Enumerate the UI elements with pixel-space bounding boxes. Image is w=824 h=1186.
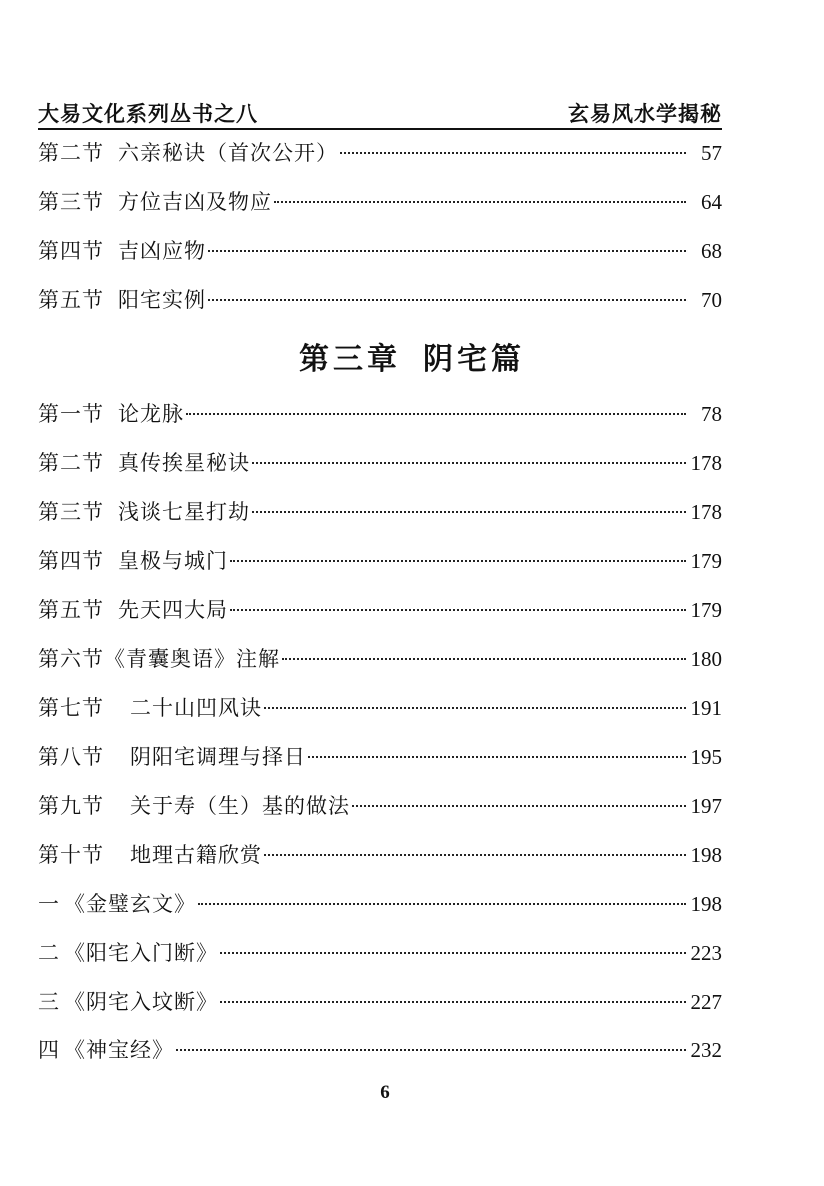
toc-section: 第三节 xyxy=(38,190,104,214)
toc-page-number: 64 xyxy=(701,190,722,214)
dot-leader xyxy=(352,804,686,807)
toc-page-number: 180 xyxy=(690,647,722,671)
dot-leader xyxy=(252,510,686,513)
toc-entry[interactable] xyxy=(38,235,722,269)
toc-section: 第七节 xyxy=(38,696,104,720)
toc-page-number: 178 xyxy=(690,451,722,475)
toc-section: 四 xyxy=(38,1038,60,1062)
dot-leader xyxy=(274,200,686,203)
toc-section: 第八节 xyxy=(38,745,104,769)
toc-title: 关于寿（生）基的做法 xyxy=(130,794,350,818)
toc-title: 方位吉凶及物应 xyxy=(118,190,272,214)
dot-leader xyxy=(186,412,686,415)
toc-section: 第九节 xyxy=(38,794,104,818)
toc-page-number: 178 xyxy=(690,500,722,524)
dot-leader xyxy=(230,608,686,611)
toc-page-number: 70 xyxy=(701,288,722,312)
toc-page-number: 191 xyxy=(690,696,722,720)
dot-leader xyxy=(198,902,686,905)
toc-entry[interactable] xyxy=(38,447,722,481)
toc-page-number: 179 xyxy=(690,549,722,573)
toc-entry[interactable] xyxy=(38,643,722,677)
toc-section: 第一节 xyxy=(38,402,104,426)
toc-section: 一 xyxy=(38,892,60,916)
toc-section: 三 xyxy=(38,990,60,1014)
toc-page-number: 198 xyxy=(690,843,722,867)
toc-title: 二十山凹风诀 xyxy=(130,696,262,720)
dot-leader xyxy=(282,657,686,660)
toc-entry[interactable] xyxy=(38,1034,722,1068)
toc-page-number: 198 xyxy=(690,892,722,916)
toc-entry[interactable] xyxy=(38,137,722,171)
toc-page-number: 227 xyxy=(690,990,722,1014)
book-title: 玄易风水学揭秘 xyxy=(568,101,722,126)
toc-entry[interactable] xyxy=(38,398,722,432)
toc-title: 《阴宅入坟断》 xyxy=(64,990,218,1014)
toc-section: 第三节 xyxy=(38,500,104,524)
toc-entry[interactable] xyxy=(38,692,722,726)
dot-leader xyxy=(230,559,686,562)
toc-section: 第四节 xyxy=(38,549,104,573)
page-number: 6 xyxy=(380,1082,390,1103)
toc-section: 第五节 xyxy=(38,598,104,622)
toc-section: 第十节 xyxy=(38,843,104,867)
toc-section: 第四节 xyxy=(38,239,104,263)
toc-title: 真传挨星秘诀 xyxy=(118,451,250,475)
toc-page-number: 232 xyxy=(690,1038,722,1062)
toc-title: 吉凶应物 xyxy=(118,239,206,263)
dot-leader xyxy=(264,706,686,709)
toc-title: 阴阳宅调理与择日 xyxy=(130,745,306,769)
toc-page-number: 223 xyxy=(690,941,722,965)
dot-leader xyxy=(208,298,686,301)
toc-section: 第五节 xyxy=(38,288,104,312)
toc-entry[interactable] xyxy=(38,741,722,775)
running-header xyxy=(38,96,722,130)
toc-title: 阳宅实例 xyxy=(118,288,206,312)
toc-title: 《神宝经》 xyxy=(64,1038,174,1062)
toc-entry[interactable] xyxy=(38,284,722,318)
toc-title: 六亲秘诀（首次公开） xyxy=(118,141,338,165)
dot-leader xyxy=(220,1000,686,1003)
toc-entry[interactable] xyxy=(38,986,722,1020)
toc-entry[interactable] xyxy=(38,937,722,971)
toc-section: 第二节 xyxy=(38,451,104,475)
dot-leader xyxy=(340,151,686,154)
toc-entry[interactable] xyxy=(38,186,722,220)
dot-leader xyxy=(220,951,686,954)
toc-title: 浅谈七星打劫 xyxy=(118,500,250,524)
toc-title: 《青囊奥语》注解 xyxy=(104,647,280,671)
toc-section: 第六节 xyxy=(38,647,104,671)
chapter-name: 阴宅篇 xyxy=(423,342,525,377)
chapter-heading xyxy=(0,334,824,378)
chapter-number: 第三章 xyxy=(299,342,401,377)
dot-leader xyxy=(308,755,686,758)
toc-entry[interactable] xyxy=(38,594,722,628)
toc-entry[interactable] xyxy=(38,839,722,873)
toc-title: 《金璧玄文》 xyxy=(64,892,196,916)
toc-title: 皇极与城门 xyxy=(118,549,228,573)
dot-leader xyxy=(176,1048,686,1051)
toc-title: 先天四大局 xyxy=(118,598,228,622)
toc-title: 地理古籍欣赏 xyxy=(130,843,262,867)
toc-section: 二 xyxy=(38,941,60,965)
toc-page-number: 78 xyxy=(701,402,722,426)
toc-page-number: 57 xyxy=(701,141,722,165)
toc-page-number: 197 xyxy=(690,794,722,818)
toc-title: 《阳宅入门断》 xyxy=(64,941,218,965)
toc-entry[interactable] xyxy=(38,888,722,922)
toc-entry[interactable] xyxy=(38,545,722,579)
toc-page-number: 68 xyxy=(701,239,722,263)
series-title: 大易文化系列丛书之八 xyxy=(38,101,258,126)
toc-title: 论龙脉 xyxy=(118,402,184,426)
dot-leader xyxy=(264,853,686,856)
toc-section: 第二节 xyxy=(38,141,104,165)
toc-entry[interactable] xyxy=(38,790,722,824)
dot-leader xyxy=(208,249,686,252)
toc-entry[interactable] xyxy=(38,496,722,530)
dot-leader xyxy=(252,461,686,464)
toc-page-number: 195 xyxy=(690,745,722,769)
toc-page-number: 179 xyxy=(690,598,722,622)
